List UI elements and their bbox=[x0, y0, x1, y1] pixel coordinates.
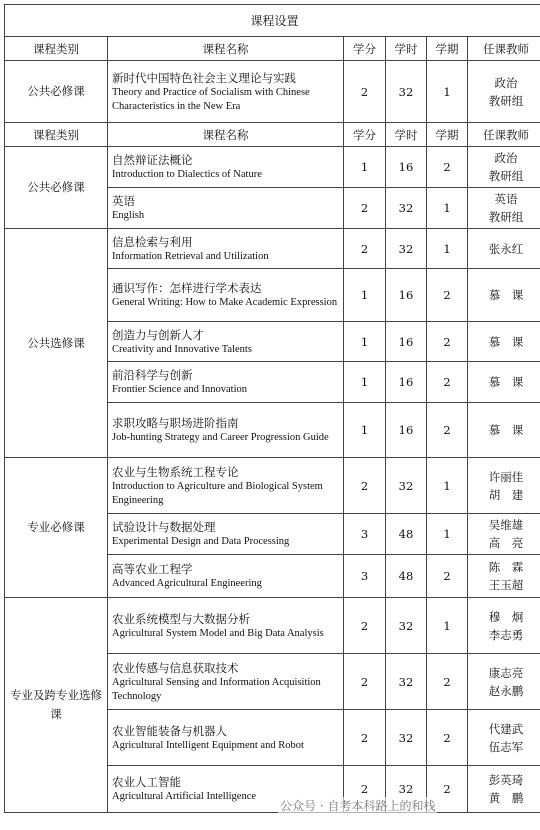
teacher-name: 教研组 bbox=[488, 93, 524, 108]
course-name-en: Advanced Agricultural Engineering bbox=[112, 578, 262, 589]
course-name-zh: 前沿科学与创新 bbox=[112, 368, 193, 382]
credits-cell: 2 bbox=[344, 188, 386, 229]
course-name-zh: 新时代中国特色社会主义理论与实践 bbox=[112, 70, 296, 85]
course-name-zh: 农业智能装备与机器人 bbox=[112, 723, 227, 738]
course-name-en: Creativity and Innovative Talents bbox=[112, 343, 252, 355]
teacher-cell bbox=[468, 229, 540, 269]
course-name-en: Information Retrieval and Utilization bbox=[112, 250, 269, 262]
course-name-cell bbox=[108, 269, 344, 322]
term-cell: 2 bbox=[427, 147, 468, 188]
course-name-zh: 通识写作：怎样进行学术表达 bbox=[112, 281, 262, 295]
teacher-cell bbox=[468, 61, 540, 123]
credits-cell: 2 bbox=[344, 458, 386, 514]
course-name-zh: 农业系统模型与大数据分析 bbox=[112, 611, 250, 626]
teacher-name: 伍志军 bbox=[488, 739, 524, 754]
teacher-name: 代建武 bbox=[488, 721, 524, 736]
term-cell: 1 bbox=[427, 458, 468, 514]
course-name-cell bbox=[108, 362, 344, 403]
teacher-cell bbox=[468, 322, 540, 362]
teacher-cell bbox=[468, 188, 540, 229]
course-table bbox=[4, 4, 540, 813]
teacher-cell bbox=[468, 458, 540, 514]
course-name-en: Agricultural Intelligent Equipment and Robot bbox=[112, 739, 304, 751]
header-category: 课程类别 bbox=[5, 123, 108, 147]
hours-cell: 16 bbox=[386, 362, 427, 403]
course-name-cell bbox=[108, 188, 344, 229]
hours-cell: 16 bbox=[386, 322, 427, 362]
header-teacher: 任课教师 bbox=[468, 123, 540, 147]
category-cell: 专业及跨专业选修课 bbox=[5, 598, 108, 813]
term-cell: 2 bbox=[427, 654, 468, 710]
hours-cell: 32 bbox=[386, 61, 427, 123]
term-cell: 1 bbox=[427, 229, 468, 269]
hours-cell: 32 bbox=[386, 229, 427, 269]
course-name-en: Theory and Practice of Socialism with Chinese Characteristics in the New Era bbox=[112, 86, 310, 112]
course-name-cell bbox=[108, 514, 344, 555]
course-name-en: English bbox=[112, 210, 145, 221]
header-row bbox=[5, 37, 540, 61]
category-cell: 公共必修课 bbox=[5, 61, 108, 123]
teacher-name: 吴维雄 bbox=[488, 518, 524, 532]
course-name-en: Agricultural System Model and Big Data Analysis bbox=[112, 627, 324, 639]
teacher-name: 赵永鹏 bbox=[488, 683, 524, 698]
course-name-cell bbox=[108, 403, 344, 458]
teacher-cell bbox=[468, 147, 540, 188]
course-name-en: Agricultural Artificial Intelligence bbox=[112, 791, 257, 802]
teacher-name: 张永红 bbox=[488, 241, 524, 256]
course-row bbox=[5, 61, 540, 123]
category-cell: 专业必修课 bbox=[5, 458, 108, 598]
teacher-name: 政治 bbox=[494, 75, 518, 90]
credits-cell: 2 bbox=[344, 229, 386, 269]
teacher-name: 王玉超 bbox=[488, 578, 524, 592]
term-cell: 2 bbox=[427, 555, 468, 598]
teacher-cell bbox=[468, 710, 540, 766]
course-row bbox=[5, 229, 540, 269]
hours-cell: 32 bbox=[386, 654, 427, 710]
table-title: 课程设置 bbox=[5, 5, 540, 37]
course-name-cell bbox=[108, 458, 344, 514]
teacher-name: 慕 课 bbox=[488, 334, 524, 349]
course-name-zh: 求职攻略与职场进阶指南 bbox=[112, 416, 239, 430]
teacher-cell bbox=[468, 598, 540, 654]
credits-cell: 1 bbox=[344, 147, 386, 188]
course-name-zh: 英语 bbox=[112, 194, 135, 208]
term-cell: 2 bbox=[427, 403, 468, 458]
course-name-zh: 高等农业工程学 bbox=[112, 562, 193, 576]
credits-cell: 2 bbox=[344, 710, 386, 766]
header-hours: 学时 bbox=[386, 123, 427, 147]
teacher-name: 陈 霖 bbox=[488, 560, 524, 574]
course-name-zh: 试验设计与数据处理 bbox=[112, 520, 216, 534]
teacher-cell bbox=[468, 403, 540, 458]
category-cell: 公共选修课 bbox=[5, 229, 108, 458]
hours-cell: 48 bbox=[386, 555, 427, 598]
hours-cell: 48 bbox=[386, 514, 427, 555]
header-category: 课程类别 bbox=[5, 37, 108, 61]
teacher-name: 慕 课 bbox=[488, 423, 524, 437]
header-name: 课程名称 bbox=[108, 123, 344, 147]
teacher-name: 政治 bbox=[494, 151, 518, 165]
course-name-zh: 农业与生物系统工程专论 bbox=[112, 464, 239, 479]
teacher-name: 慕 课 bbox=[488, 288, 524, 302]
credits-cell: 2 bbox=[344, 766, 386, 813]
teacher-name: 黄 鹏 bbox=[488, 791, 524, 805]
course-name-en: General Writing: How to Make Academic Expression bbox=[112, 297, 338, 308]
teacher-name: 英语 bbox=[494, 192, 518, 206]
course-row bbox=[5, 598, 540, 654]
credits-cell: 1 bbox=[344, 269, 386, 322]
hours-cell: 32 bbox=[386, 710, 427, 766]
teacher-name: 许丽佳 bbox=[488, 469, 524, 484]
credits-cell: 3 bbox=[344, 514, 386, 555]
course-name-zh: 创造力与创新人才 bbox=[112, 327, 204, 342]
teacher-name: 教研组 bbox=[488, 210, 524, 224]
watermark: 公众号 · 自考本科路上的和栈 bbox=[280, 799, 436, 813]
teacher-name: 高 亮 bbox=[488, 536, 524, 550]
course-name-cell bbox=[108, 654, 344, 710]
header-credits: 学分 bbox=[344, 123, 386, 147]
header-teacher: 任课教师 bbox=[468, 37, 540, 61]
hours-cell: 16 bbox=[386, 403, 427, 458]
course-name-zh: 农业人工智能 bbox=[112, 775, 181, 789]
teacher-cell bbox=[468, 269, 540, 322]
teacher-name: 彭英琦 bbox=[488, 773, 524, 787]
course-name-cell bbox=[108, 555, 344, 598]
term-cell: 1 bbox=[427, 598, 468, 654]
course-name-cell bbox=[108, 229, 344, 269]
term-cell: 1 bbox=[427, 514, 468, 555]
credits-cell: 1 bbox=[344, 403, 386, 458]
credits-cell: 1 bbox=[344, 322, 386, 362]
term-cell: 2 bbox=[427, 322, 468, 362]
credits-cell: 2 bbox=[344, 654, 386, 710]
term-cell: 2 bbox=[427, 269, 468, 322]
term-cell: 1 bbox=[427, 61, 468, 123]
course-name-en: Introduction to Dialectics of Nature bbox=[112, 169, 262, 180]
teacher-name: 康志亮 bbox=[488, 665, 524, 680]
header-name: 课程名称 bbox=[108, 37, 344, 61]
course-name-en: Agricultural Sensing and Information Acquisition Technology bbox=[112, 676, 321, 702]
teacher-name: 李志勇 bbox=[488, 627, 524, 642]
course-name-cell bbox=[108, 61, 344, 123]
hours-cell: 16 bbox=[386, 147, 427, 188]
header-credits: 学分 bbox=[344, 37, 386, 61]
teacher-name: 慕 课 bbox=[488, 375, 524, 389]
credits-cell: 2 bbox=[344, 598, 386, 654]
course-name-en: Job-hunting Strategy and Career Progression Guide bbox=[112, 432, 329, 443]
teacher-name: 穆 炯 bbox=[488, 609, 524, 624]
teacher-name: 胡 建 bbox=[488, 487, 524, 502]
course-name-cell bbox=[108, 322, 344, 362]
teacher-cell bbox=[468, 654, 540, 710]
course-name-cell bbox=[108, 598, 344, 654]
hours-cell: 16 bbox=[386, 269, 427, 322]
hours-cell: 32 bbox=[386, 766, 427, 813]
course-name-zh: 信息检索与利用 bbox=[112, 234, 193, 249]
course-name-zh: 农业传感与信息获取技术 bbox=[112, 660, 239, 675]
hours-cell: 32 bbox=[386, 188, 427, 229]
hours-cell: 32 bbox=[386, 458, 427, 514]
header-hours: 学时 bbox=[386, 37, 427, 61]
course-row bbox=[5, 458, 540, 514]
header-term: 学期 bbox=[427, 37, 468, 61]
course-name-zh: 自然辩证法概论 bbox=[112, 153, 193, 167]
hours-cell: 32 bbox=[386, 598, 427, 654]
header-term: 学期 bbox=[427, 123, 468, 147]
teacher-cell bbox=[468, 555, 540, 598]
course-name-en: Frontier Science and Innovation bbox=[112, 384, 248, 395]
term-cell: 2 bbox=[427, 362, 468, 403]
teacher-cell bbox=[468, 514, 540, 555]
course-name-cell bbox=[108, 147, 344, 188]
course-row bbox=[5, 147, 540, 188]
term-cell: 2 bbox=[427, 710, 468, 766]
credits-cell: 3 bbox=[344, 555, 386, 598]
credits-cell: 1 bbox=[344, 362, 386, 403]
teacher-cell bbox=[468, 362, 540, 403]
course-name-en: Experimental Design and Data Processing bbox=[112, 536, 290, 547]
header-row bbox=[5, 123, 540, 147]
title-row bbox=[5, 5, 540, 37]
credits-cell: 2 bbox=[344, 61, 386, 123]
course-name-cell bbox=[108, 710, 344, 766]
term-cell: 1 bbox=[427, 188, 468, 229]
category-cell: 公共必修课 bbox=[5, 147, 108, 229]
term-cell: 2 bbox=[427, 766, 468, 813]
course-name-en: Introduction to Agriculture and Biological System Engineering bbox=[112, 480, 323, 506]
teacher-cell bbox=[468, 766, 540, 813]
teacher-name: 教研组 bbox=[488, 169, 524, 183]
